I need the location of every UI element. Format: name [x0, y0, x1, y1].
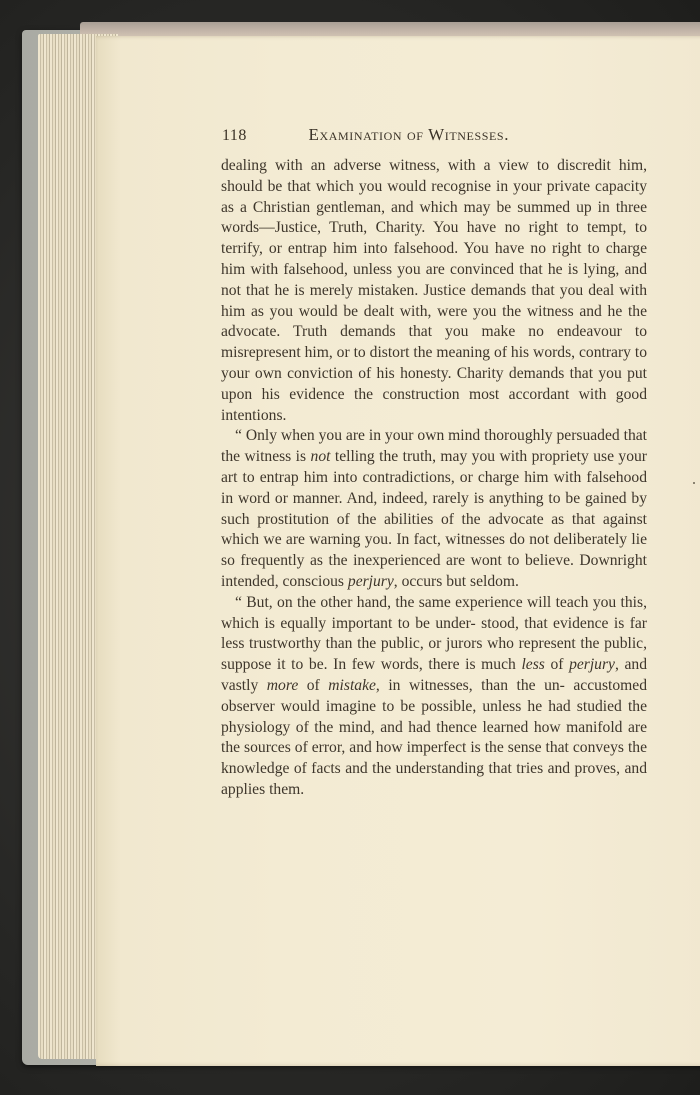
text-run: , occurs but seldom.: [393, 572, 519, 590]
text-run: “ But, on the other hand, the same experience will teach you this, which is equally important to be under- stood, that evidence is far less trustworthy than the public, or jurors who represent the public, suppose it to be. In few words, there is much: [221, 593, 647, 674]
text-run: of: [544, 656, 570, 674]
italic-phrase: not: [310, 448, 331, 466]
italic-phrase: less: [521, 656, 545, 674]
text-run: , in witnesses, than the un- accustomed observer would imagine to be possible, unless he had studied the physiology of the mind, and had thence learned how manifold are the sources of error, and how imperfect is the sense that conveys the knowledge of facts and the understanding that tries and proves, and applies them.: [221, 676, 647, 798]
page-header: [222, 125, 642, 145]
paper-speck: [693, 482, 695, 484]
italic-phrase: perjury: [347, 572, 394, 590]
text-run: telling the truth, may you with propriety use your art to entrap him into contradictions, or charge him with falsehood in word or manner. And, indeed, rarely is anything to be gained by such prostitution of the abilities of the advocate as that against which we are warning you. In fact, witnesses do not deliberately lie so frequently as the inexperienced are wont to believe. Downright intended, conscious: [221, 448, 647, 590]
text-run: , and vastly: [221, 656, 648, 694]
text-run: of: [298, 676, 329, 694]
text-run: “ Only when you are in your own mind thoroughly persuaded that the witness is: [221, 427, 647, 466]
italic-phrase: more: [266, 676, 299, 694]
text-run: dealing with an adverse witness, with a view to discredit him, should be that which you would recognise in your private capacity as a Christian gentleman, and which may be summed up in three words—Justice, Truth, Charity. You have no right to tempt, to terrify, or entrap him into falsehood. You have no right to charge him with falsehood, unless you are convinced that he is lying, and not that he is merely mistaken. Justice demands that you deal with him as you would be dealt with, were you the witness and he the advocate. Truth demands that you make no endeavour to misrepresent him, or to distort the meaning of his words, contrary to your own conviction of his honesty. Charity demands that you put upon his evidence the construction most accordant with good intentions.: [221, 157, 647, 424]
running-head: Examination of Witnesses.: [308, 125, 510, 144]
paragraph: [221, 426, 647, 592]
italic-phrase: perjury: [569, 656, 615, 674]
page-number: 118: [222, 127, 247, 144]
body-text: [221, 156, 647, 801]
paragraph: [221, 156, 647, 426]
italic-phrase: mistake: [328, 676, 376, 694]
paragraph: [221, 593, 647, 801]
